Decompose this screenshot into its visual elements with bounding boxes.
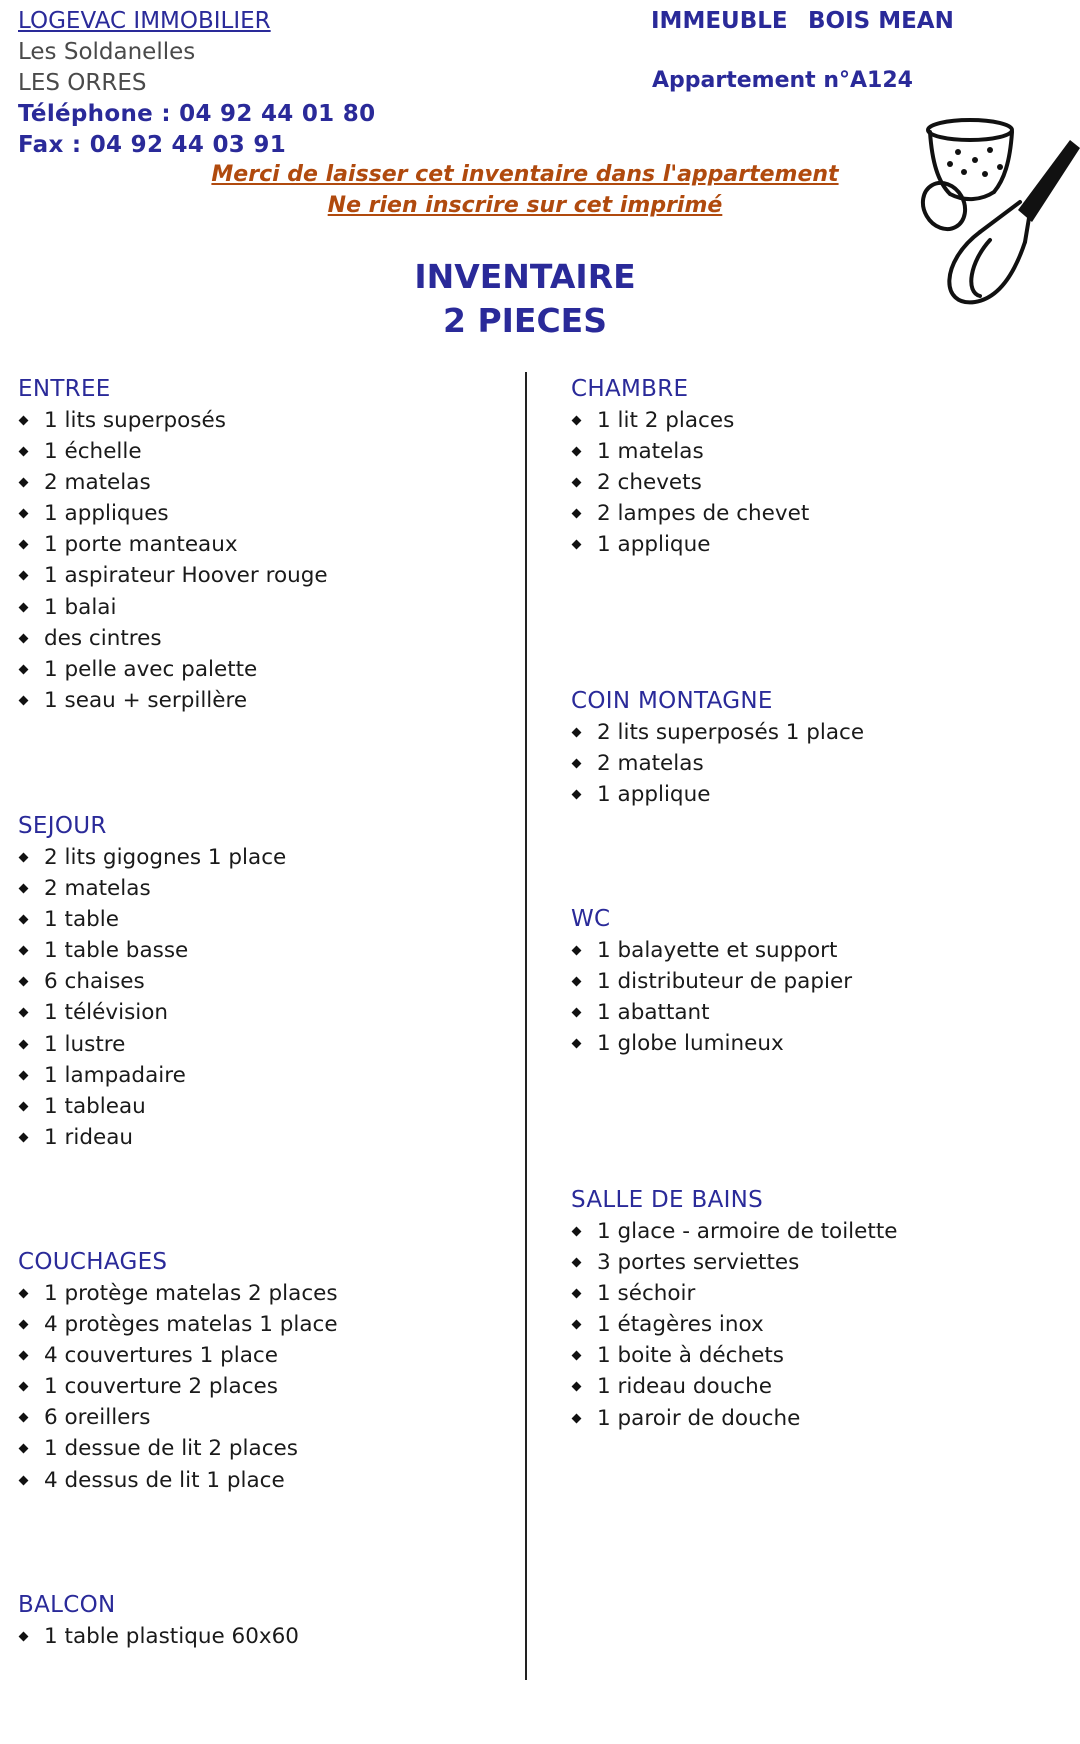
list-item [18, 560, 328, 591]
section-title: COIN MONTAGNE [571, 688, 773, 714]
bullet-icon [572, 416, 582, 426]
item-label: 2 lampes de chevet [597, 501, 810, 527]
bullet-icon [572, 977, 582, 987]
bullet-icon [19, 478, 29, 488]
bowl-and-whisk-icon [920, 112, 1080, 312]
list-item [18, 1029, 286, 1060]
bullet-icon [19, 915, 29, 925]
item-label: 1 balai [44, 594, 117, 620]
item-label: des cintres [44, 625, 162, 651]
bullet-icon [19, 1320, 29, 1330]
bullet-icon [19, 946, 29, 956]
apartment-number: Appartement n°A124 [652, 68, 913, 93]
list-item [18, 1371, 338, 1402]
item-label: 1 rideau [44, 1124, 134, 1150]
bullet-icon [19, 977, 29, 987]
item-list [18, 405, 328, 716]
bullet-icon [19, 416, 29, 426]
item-label: 1 table [44, 907, 119, 933]
list-item [18, 1340, 338, 1371]
list-item [571, 997, 852, 1028]
item-label: 1 aspirateur Hoover rouge [44, 563, 328, 589]
section-title: ENTREE [18, 376, 111, 402]
bullet-icon [19, 447, 29, 457]
bullet-icon [19, 1632, 29, 1642]
list-item [18, 623, 328, 654]
section-title: COUCHAGES [18, 1249, 168, 1275]
bullet-icon [572, 1382, 582, 1392]
bullet-icon [19, 853, 29, 863]
list-item [571, 1278, 897, 1309]
bullet-icon [19, 602, 29, 612]
section-title: SEJOUR [18, 813, 107, 839]
bullet-icon [19, 633, 29, 643]
list-item [571, 436, 809, 467]
item-label: 4 couvertures 1 place [44, 1343, 278, 1369]
bullet-icon [19, 1008, 29, 1018]
bullet-icon [19, 1413, 29, 1423]
item-label: 1 applique [597, 782, 711, 808]
item-list [571, 405, 809, 560]
item-label: 4 dessus de lit 1 place [44, 1467, 285, 1493]
list-item [18, 1621, 299, 1652]
bullet-icon [19, 509, 29, 519]
list-item [18, 1278, 338, 1309]
bullet-icon [19, 1475, 29, 1485]
list-item [18, 1060, 286, 1091]
item-label: 1 lits superposés [44, 408, 226, 433]
item-label: 2 matelas [44, 876, 151, 902]
bullet-icon [572, 1039, 582, 1049]
item-label: 1 seau + serpillère [44, 687, 248, 713]
list-item [18, 1091, 286, 1122]
bullet-icon [19, 884, 29, 894]
item-label: 1 télévision [44, 1000, 169, 1026]
item-label: 2 matelas [44, 470, 151, 496]
list-item [571, 779, 864, 810]
item-label: 1 abattant [597, 1000, 710, 1026]
agency-residence: Les Soldanelles [18, 39, 196, 65]
section-coin-montagne [571, 685, 864, 810]
item-label: 1 tableau [44, 1093, 146, 1119]
bullet-icon [19, 1101, 29, 1111]
item-label: 1 paroir de douche [597, 1405, 801, 1431]
agency-town: LES ORRES [18, 70, 147, 96]
list-item [18, 467, 328, 498]
item-list [571, 717, 864, 810]
agency-phone: Téléphone : 04 92 44 01 80 [18, 101, 376, 127]
item-label: 1 matelas [597, 439, 704, 465]
column-divider [525, 372, 527, 1680]
list-item [18, 1433, 338, 1464]
bullet-icon [572, 759, 582, 769]
item-label: 1 appliques [44, 501, 169, 527]
bullet-icon [19, 1444, 29, 1454]
item-label: 1 balayette et support [597, 938, 838, 963]
item-label: 2 lits superposés 1 place [597, 720, 865, 745]
bullet-icon [572, 1320, 582, 1330]
list-item [571, 1216, 897, 1247]
item-label: 2 lits gigognes 1 place [44, 845, 287, 870]
notice-do-not-write: Ne rien inscrire sur cet imprimé [327, 193, 723, 218]
item-label: 1 protège matelas 2 places [44, 1281, 338, 1306]
list-item [18, 529, 328, 560]
list-item [571, 1403, 897, 1434]
building-name: BOIS MEAN [808, 8, 954, 34]
item-label: 1 table basse [44, 938, 189, 964]
section-title: SALLE DE BAINS [571, 1187, 764, 1213]
bullet-icon [572, 447, 582, 457]
list-item [571, 935, 852, 966]
list-item [571, 717, 864, 748]
building-label: IMMEUBLE [651, 8, 788, 34]
list-item [18, 436, 328, 467]
item-list [571, 1216, 897, 1434]
item-label: 1 échelle [44, 439, 142, 465]
item-label: 1 étagères inox [597, 1312, 764, 1338]
item-label: 1 lit 2 places [597, 408, 735, 433]
item-label: 1 couverture 2 places [44, 1374, 278, 1400]
item-label: 1 lustre [44, 1031, 126, 1057]
bullet-icon [19, 695, 29, 705]
item-label: 1 pelle avec palette [44, 656, 258, 682]
agency-name: LOGEVAC IMMOBILIER [18, 8, 271, 34]
list-item [571, 529, 809, 560]
item-label: 4 protèges matelas 1 place [44, 1312, 338, 1338]
bullet-icon [572, 1008, 582, 1018]
list-item [571, 405, 809, 436]
item-label: 1 dessue de lit 2 places [44, 1436, 298, 1462]
list-item [571, 1340, 897, 1371]
list-item [18, 654, 328, 685]
section-title: CHAMBRE [571, 376, 689, 402]
list-item [571, 498, 809, 529]
list-item [571, 748, 864, 779]
page-subtitle: 2 PIECES [443, 301, 607, 340]
section-couchages [18, 1246, 338, 1496]
item-label: 1 lampadaire [44, 1062, 186, 1088]
list-item [571, 1371, 897, 1402]
list-item [18, 842, 286, 873]
section-sejour [18, 810, 286, 1153]
bullet-icon [572, 509, 582, 519]
list-item [18, 685, 328, 716]
section-wc [571, 903, 852, 1059]
bullet-icon [572, 1258, 582, 1268]
bullet-icon [19, 571, 29, 581]
item-label: 1 séchoir [597, 1281, 696, 1307]
list-item [571, 1309, 897, 1340]
item-label: 2 matelas [597, 751, 704, 777]
item-label: 3 portes serviettes [597, 1250, 800, 1276]
section-salle-de-bains [571, 1184, 897, 1434]
list-item [18, 1122, 286, 1153]
section-title: WC [571, 906, 611, 932]
list-item [18, 1309, 338, 1340]
bullet-icon [572, 1413, 582, 1423]
bullet-icon [19, 1289, 29, 1299]
bullet-icon [572, 540, 582, 550]
bullet-icon [572, 728, 582, 738]
bullet-icon [572, 1289, 582, 1299]
bullet-icon [19, 1132, 29, 1142]
bullet-icon [572, 790, 582, 800]
item-label: 2 chevets [597, 470, 702, 496]
list-item [571, 1247, 897, 1278]
bullet-icon [19, 1070, 29, 1080]
item-label: 1 porte manteaux [44, 532, 238, 558]
list-item [18, 966, 286, 997]
page-title: INVENTAIRE [414, 257, 636, 296]
item-list [571, 935, 852, 1059]
section-title: BALCON [18, 1592, 116, 1618]
item-label: 1 glace - armoire de toilette [597, 1219, 898, 1244]
bullet-icon [572, 946, 582, 956]
list-item [18, 873, 286, 904]
list-item [18, 904, 286, 935]
item-list [18, 1621, 299, 1652]
agency-fax: Fax : 04 92 44 03 91 [18, 132, 286, 158]
bullet-icon [572, 1227, 582, 1237]
bullet-icon [19, 1039, 29, 1049]
list-item [18, 498, 328, 529]
bullet-icon [19, 1351, 29, 1361]
list-item [18, 935, 286, 966]
item-label: 1 distributeur de papier [597, 969, 853, 995]
item-label: 6 oreillers [44, 1405, 151, 1431]
item-label: 6 chaises [44, 969, 145, 995]
item-label: 1 boite à déchets [597, 1343, 784, 1369]
bullet-icon [572, 1351, 582, 1361]
item-list [18, 1278, 338, 1496]
section-balcon [18, 1589, 299, 1652]
item-list [18, 842, 286, 1153]
bullet-icon [572, 478, 582, 488]
list-item [571, 467, 809, 498]
notice-leave-inventory: Merci de laisser cet inventaire dans l'appartement [211, 162, 839, 187]
bullet-icon [19, 1382, 29, 1392]
list-item [18, 405, 328, 436]
item-label: 1 globe lumineux [597, 1031, 784, 1057]
item-label: 1 applique [597, 532, 711, 558]
section-entree [18, 373, 328, 716]
list-item [571, 966, 852, 997]
list-item [18, 997, 286, 1028]
item-label: 1 table plastique 60x60 [44, 1624, 299, 1649]
bullet-icon [19, 540, 29, 550]
list-item [18, 592, 328, 623]
list-item [18, 1465, 338, 1496]
list-item [571, 1028, 852, 1059]
bullet-icon [19, 664, 29, 674]
agency-block [18, 6, 375, 161]
item-label: 1 rideau douche [597, 1374, 772, 1400]
section-chambre [571, 373, 809, 560]
list-item [18, 1402, 338, 1433]
